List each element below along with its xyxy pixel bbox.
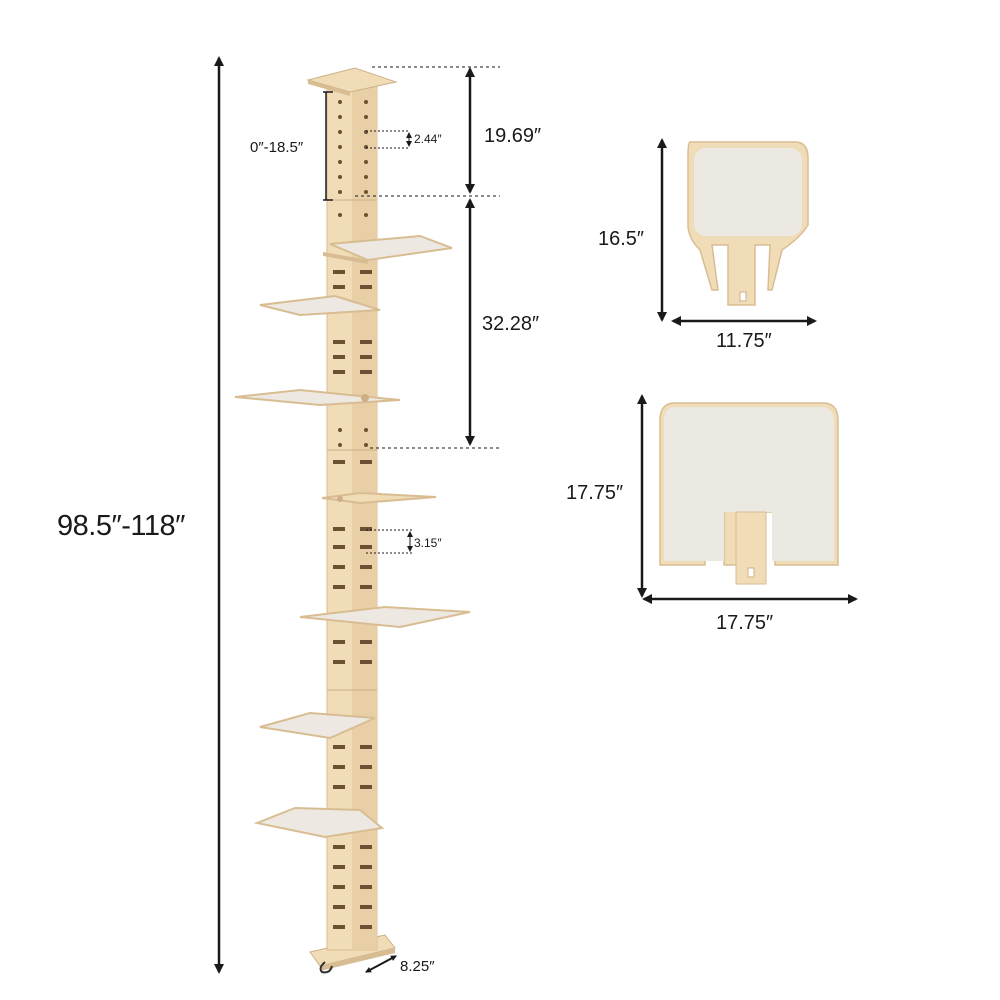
upper-section-label: 32.28″ bbox=[482, 313, 540, 335]
large-platform-width-label: 17.75″ bbox=[716, 612, 774, 634]
large-platform-illustration bbox=[660, 403, 838, 584]
small-platform-width-label: 11.75″ bbox=[716, 330, 772, 352]
lower-hole-spacing-label: 3.15″ bbox=[414, 536, 442, 550]
total-height-label: 98.5″-118″ bbox=[57, 510, 185, 542]
platform-5 bbox=[300, 607, 470, 627]
top-cap bbox=[308, 68, 396, 92]
cat-tree-illustration bbox=[235, 68, 470, 972]
large-platform-height-label: 17.75″ bbox=[566, 482, 624, 504]
small-platform-illustration bbox=[688, 142, 808, 305]
extension-range-label: 0″-18.5″ bbox=[250, 139, 304, 156]
small-platform-height-label: 16.5″ bbox=[598, 228, 645, 250]
top-section-label: 19.69″ bbox=[484, 125, 542, 147]
top-hole-spacing-label: 2.44″ bbox=[414, 132, 442, 146]
base-width-label: 8.25″ bbox=[400, 958, 435, 975]
